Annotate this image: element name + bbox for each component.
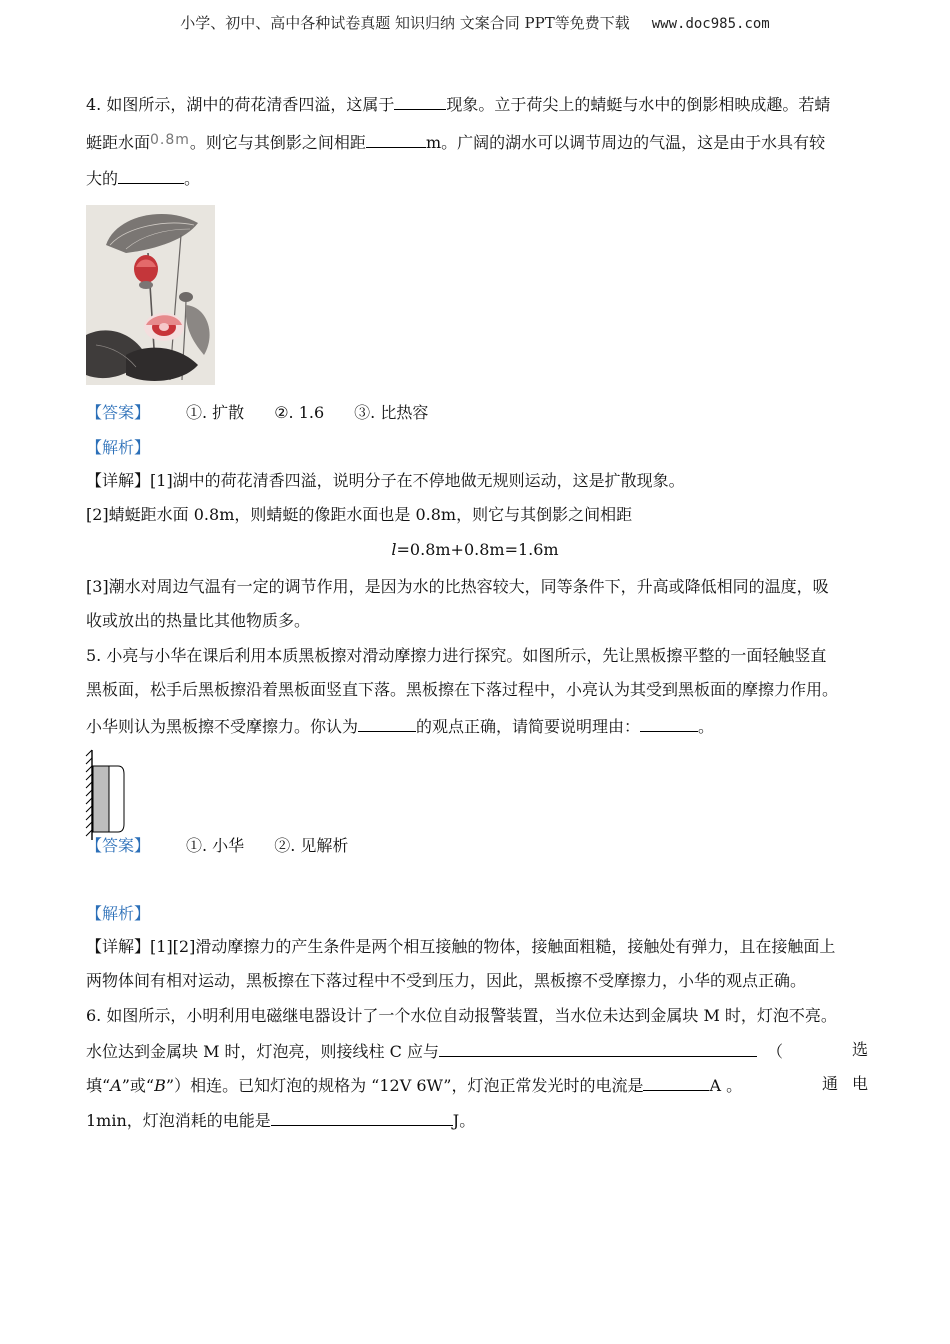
q6-line3-dian: 电 [852,1074,869,1093]
formula-variable: l [391,540,397,559]
q5-text: 的观点正确，请简要说明理由： [416,717,641,736]
q4-formula [0,539,950,561]
q5-detail-2: 两物体间有相对运动，黑板擦在下落过程中不受到压力，因此，黑板擦不受摩擦力，小华的观点正确。 [86,971,807,990]
q6-text: （ [766,1042,783,1061]
formula-text: =0.8m+0.8m=1.6m [396,540,559,559]
answer-option: ②. 见解析 [274,836,349,855]
q6-line3-tong: 通 [822,1074,839,1093]
q4-detail-2: [2]蜻蜓距水面 0.8m，则蜻蜓的像距水面也是 0.8m，则它与其倒影之间相距 [86,505,633,524]
q4-line1 [86,92,830,116]
q4-blank-1[interactable] [394,92,446,110]
detail-label: 【详解】 [86,471,151,490]
q4-distance-image: 0.8m [150,132,190,148]
q4-detail-3b: 收或放出的热量比其他物质多。 [86,611,311,630]
header-text: 小学、初中、高中各种试卷真题 知识归纳 文案合同 PPT等免费下载 [180,14,630,32]
q5-text: 小华则认为黑板擦不受摩擦力。你认为 [86,717,359,736]
q5-detail-1 [86,936,835,958]
q4-line2 [86,130,825,155]
q4-answer-options [186,402,458,424]
q4-text: 。 [184,169,201,188]
q6-line3 [86,1073,742,1097]
q6-option-a: A [110,1076,122,1095]
answer-option: ②. 1.6 [274,403,325,422]
q5-line3 [86,714,714,738]
q4-text: 4. 如图所示，湖中的荷花清香四溢，这属于 [86,95,395,114]
header-url[interactable]: www.doc985.com [651,16,770,32]
q6-text: 水位达到金属块 M 时，灯泡亮，则接线柱 C 应与 [86,1042,439,1061]
eraser-figure [84,748,128,842]
detail-label: 【详解】 [86,937,151,956]
q4-blank-3[interactable] [118,166,184,184]
q6-blank-3[interactable] [271,1108,453,1126]
q4-detail-3a: [3]潮水对周边气温有一定的调节作用，是因为水的比热容较大，同等条件下，升高或降低相同的温度，吸 [86,577,829,596]
lotus-figure [86,205,215,385]
answer-label: 【答案】 [86,403,151,422]
q4-text: 。则它与其倒影之间相距 [189,133,366,152]
q5-answer-options [186,835,378,857]
answer-option: ①. 小华 [186,836,245,855]
q4-blank-2[interactable] [366,130,426,148]
q6-option-b: B [154,1076,166,1095]
q4-text: 蜓距水面 [86,133,151,152]
q6-text: A 。 [709,1076,743,1095]
page-header [0,12,950,35]
q5-blank-2[interactable] [640,714,698,732]
lotus-illustration-icon [86,205,215,385]
q4-analysis-label: 【解析】 [86,438,151,457]
q4-line3 [86,166,200,190]
q6-line2-end: 选 [852,1040,869,1059]
q6-line2 [86,1039,783,1063]
answer-option: ①. 扩散 [186,403,245,422]
q4-text: m。广阔的湖水可以调节周边的气温，这是由于水具有较 [425,133,826,152]
detail-text: [1]湖中的荷花清香四溢，说明分子在不停地做无规则运动，这是扩散现象。 [150,471,685,490]
q6-text: J。 [452,1111,476,1130]
q6-text: ”）相连。已知灯泡的规格为 “12V 6W”，灯泡正常发光时的电流是 [165,1076,644,1095]
q6-text: 填“ [86,1076,111,1095]
q6-text: 1min，灯泡消耗的电能是 [86,1111,271,1130]
blackboard-eraser-icon [84,748,128,842]
q6-blank-2[interactable] [643,1073,709,1091]
q6-blank-1[interactable] [439,1039,757,1057]
q4-text: 大的 [86,169,119,188]
answer-option: ③. 比热容 [354,403,429,422]
q6-line4 [86,1108,475,1132]
q6-line1: 6. 如图所示，小明利用电磁继电器设计了一个水位自动报警装置，当水位未达到金属块 M 时，灯泡不亮。 [86,1006,837,1025]
detail-text: [1][2]滑动摩擦力的产生条件是两个相互接触的物体，接触面粗糙，接触处有弹力，且在接触面上 [150,937,836,956]
q6-text: ”或“ [121,1076,155,1095]
q5-analysis-label: 【解析】 [86,904,151,923]
q5-line2: 黑板面，松手后黑板擦沿着黑板面竖直下落。黑板擦在下落过程中，小亮认为其受到黑板面的摩擦力作用。 [86,680,839,699]
q5-answer-label: 【答案】 [86,836,151,855]
q5-text: 。 [698,717,715,736]
q4-detail-1 [86,470,685,492]
q4-answer-row [86,402,186,424]
q5-line1: 5. 小亮与小华在课后利用本质黑板擦对滑动摩擦力进行探究。如图所示，先让黑板擦平整的一面轻触竖直 [86,646,827,665]
q4-text: 现象。立于荷尖上的蜻蜓与水中的倒影相映成趣。若蜻 [446,95,831,114]
q5-blank-1[interactable] [358,714,416,732]
